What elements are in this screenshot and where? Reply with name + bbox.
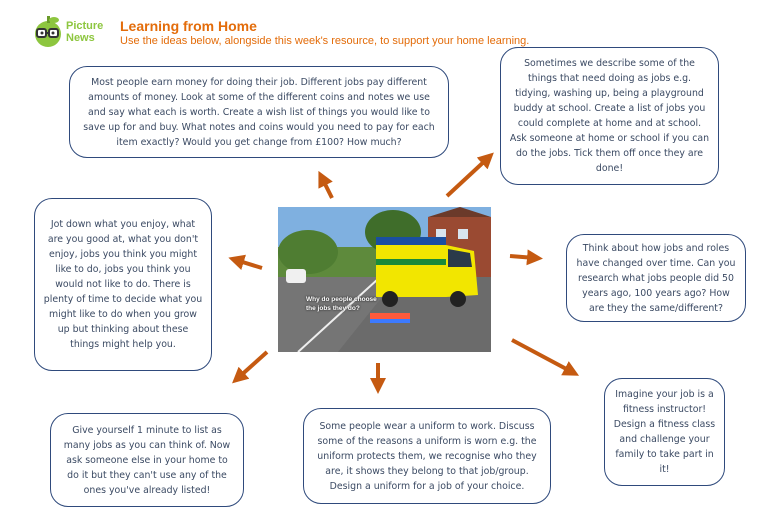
uniform-activity-text: Some people wear a uniform to work. Discuss some of the reasons a uniform is worn e.g. the uniform protects them, we recognise who they are, it shows they belong to that job/group. Design a uniform for a job of your choice.	[317, 420, 537, 492]
arrow-to-history	[510, 256, 535, 258]
money-activity-text: Most people earn money for doing their job. Different jobs pay different amounts of money. Look at some of the different coins and notes we use and say what each is worth. Create a wish list of things you would like to save up for and buy. What notes and coins would you need to pay for each item exactly? Would you get change from £100? How much?	[83, 76, 435, 148]
arrow-to-minute	[238, 352, 267, 378]
logo-wordmark: Picture News	[66, 20, 104, 44]
fitness-activity-box	[604, 378, 725, 486]
arrow-to-enjoy	[236, 260, 262, 268]
arrow-to-fitness	[512, 340, 572, 372]
history-activity-text: Think about how jobs and roles have changed over time. Can you research what jobs people did 50 years ago, 100 years ago? How are they the same/different?	[576, 242, 736, 314]
minute-activity-text: Give yourself 1 minute to list as many jobs as you can think of. Now ask someone else in your home to do it but they can't use any of the ones you've already listed!	[63, 424, 231, 496]
chores-activity-box	[500, 47, 719, 185]
photo-caption: Why do people choose the jobs they do?	[306, 296, 377, 312]
chores-activity-text: Sometimes we describe some of the things that need doing as jobs e.g. tidying, washing up, being a playground buddy at school. Create a list of jobs you could complete at home and at school. Ask someone at home or school if you can do the jobs. Tick them off once they are done!	[509, 58, 710, 174]
history-activity-box	[566, 234, 746, 322]
minute-activity-box	[50, 413, 244, 507]
enjoy-activity-box	[34, 198, 212, 371]
arrow-to-chores	[447, 158, 488, 196]
arrow-to-money	[322, 178, 332, 198]
enjoy-activity-text: Jot down what you enjoy, what are you good at, what you don't enjoy, jobs you think you might like to do, jobs you think you would not like to do. There is plenty of time to decide what you might like to do when you grow up but thinking about these things might help you.	[43, 219, 203, 350]
page-title: Learning from Home	[120, 18, 257, 34]
ambulance-photo	[278, 207, 491, 352]
page-subtitle: Use the ideas below, alongside this week's resource, to support your home learning.	[120, 35, 530, 47]
fitness-activity-text: Imagine your job is a fitness instructor! Design a fitness class and challenge your family to take part in it!	[613, 389, 716, 475]
uniform-activity-box	[303, 408, 551, 504]
money-activity-box	[69, 66, 449, 158]
